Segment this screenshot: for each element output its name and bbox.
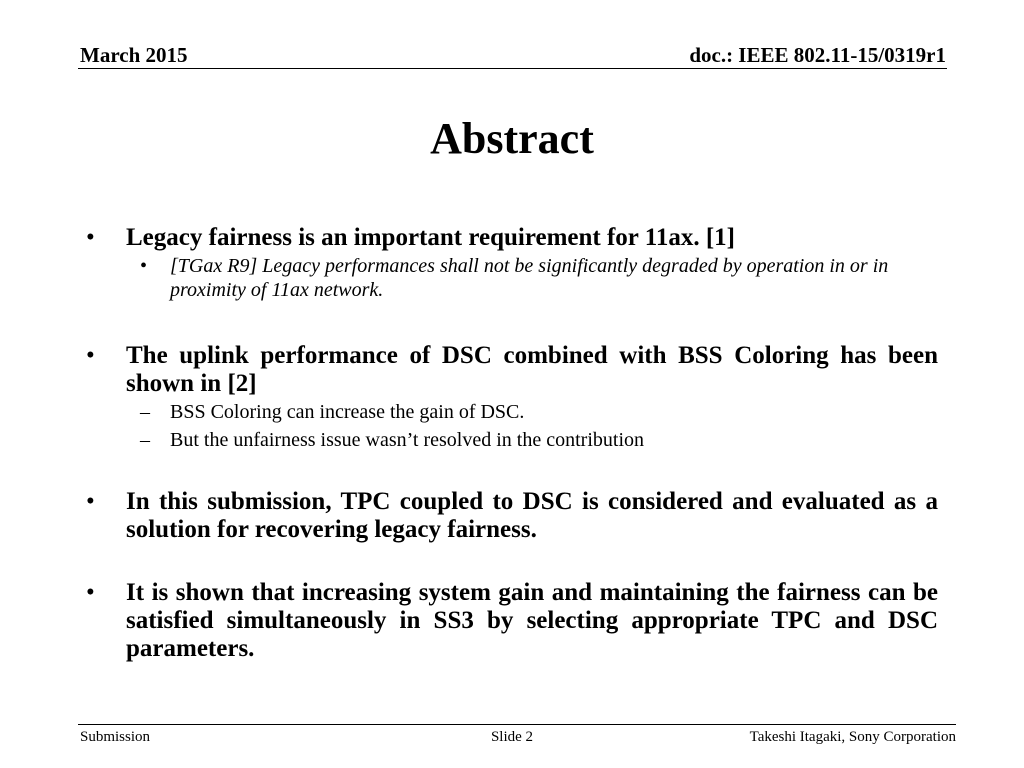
bullet-1: [80, 224, 938, 252]
dash-marker: –: [140, 429, 150, 451]
bullet-1-sub-1-text: [TGax R9] Legacy performances shall not be significantly degraded by operation in or in proximity of 11ax network.: [170, 255, 889, 301]
slide-title: Abstract: [430, 114, 594, 163]
bullet-4-text: It is shown that increasing system gain and maintaining the fairness can be satisfied simultaneously in SS3 by selecting appropriate TPC and DSC parameters.: [126, 579, 938, 662]
dash-marker: –: [140, 401, 150, 423]
bullet-2-text: The uplink performance of DSC combined with BSS Coloring has been shown in [2]: [126, 342, 938, 397]
header-doc-id: doc.: IEEE 802.11-15/0319r1: [689, 43, 946, 67]
bullet-1-text: Legacy fairness is an important requirement for 11ax. [1]: [126, 224, 735, 251]
bullet-marker: •: [86, 579, 95, 606]
bullet-2-sub-1-text: BSS Coloring can increase the gain of DSC.: [170, 401, 525, 423]
sub-bullet-marker: •: [140, 255, 148, 277]
footer-slide-number: Slide 2: [490, 729, 534, 745]
footer-author: Takeshi Itagaki, Sony Corporation: [749, 729, 956, 745]
bullet-2-sub-2-text: But the unfairness issue wasn’t resolved in the contribution: [170, 429, 644, 451]
footer-rule: [78, 724, 956, 725]
bullet-2: [80, 342, 938, 398]
bullet-marker: •: [86, 488, 95, 515]
footer-submission: Submission: [80, 729, 151, 745]
header-date: March 2015: [80, 43, 188, 67]
slide-content: [80, 224, 938, 663]
bullet-4: [80, 579, 938, 663]
bullet-3-text: In this submission, TPC coupled to DSC is considered and evaluated as a solution for recovering legacy fairness.: [126, 488, 938, 543]
bullet-2-sub-1: [80, 400, 938, 424]
bullet-2-sub-2: [80, 428, 938, 452]
bullet-1-sub-1: [80, 254, 938, 302]
bullet-marker: •: [86, 224, 95, 251]
bullet-marker: •: [86, 342, 95, 369]
bullet-3: [80, 488, 938, 544]
header-rule: [78, 68, 947, 69]
